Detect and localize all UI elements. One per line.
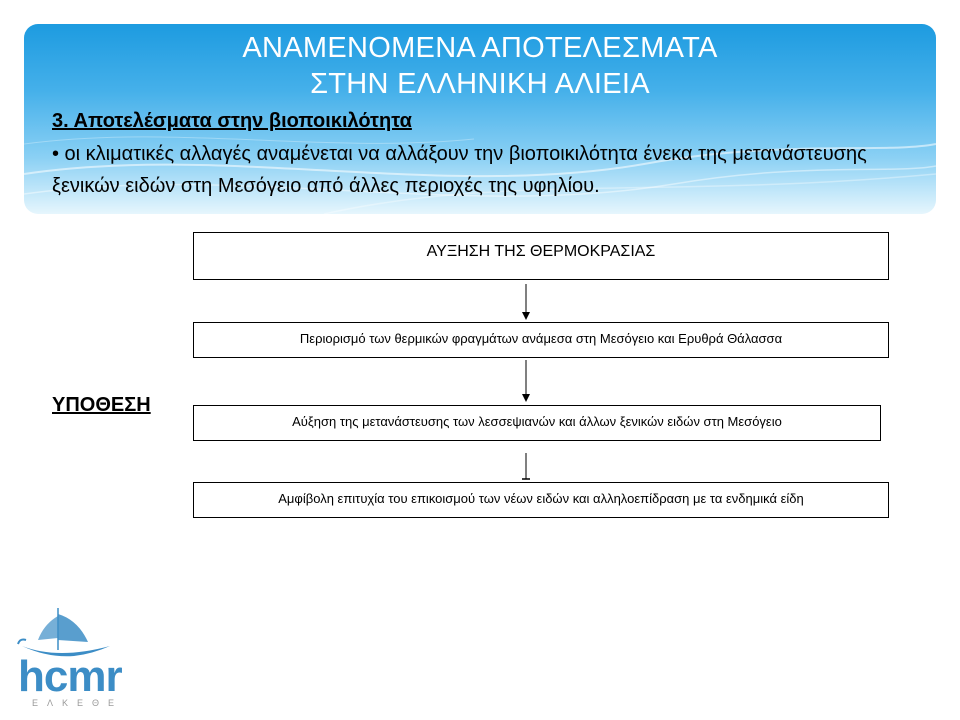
flow-box-temperature: ΑΥΞΗΣΗ ΤΗΣ ΘΕΡΜΟΚΡΑΣΙΑΣ [193, 232, 889, 280]
bullet-text: • οι κλιματικές αλλαγές αναμένεται να αλλάξουν την βιοποικιλότητα ένεκα της μετανάστευσης ξενικών ειδών στη Μεσόγειο από άλλες περιοχές της υφηλίου. [52, 143, 867, 197]
section-heading: 3. Αποτελέσματα στην βιοποικιλότητα [52, 110, 412, 132]
flow-box-migration: Αύξηση της μετανάστευσης των λεσσεψιανών και άλλων ξενικών ειδών στη Μεσόγειο [193, 405, 881, 441]
arrow-2 [522, 360, 530, 402]
hcmr-logo: hcmr [18, 652, 122, 701]
arrow-1 [522, 284, 530, 320]
logo-subtext: ΕΛΚΕΘΕ [32, 698, 124, 708]
flow-box-colonization: Αμφίβολη επιτυχία του επικοισμού των νέων ειδών και αλληλοεπίδραση με τα ενδημικά είδη [193, 482, 889, 518]
arrow-3 [522, 453, 530, 479]
flow-box-barriers: Περιορισμό των θερμικών φραγμάτων ανάμεσα στη Μεσόγειο και Ερυθρά Θάλασσα [193, 322, 889, 358]
title-line-2: ΣΤΗΝ ΕΛΛΗΝΙΚΗ ΑΛΙΕΙΑ [310, 68, 650, 100]
hypothesis-label: ΥΠΟΘΕΣΗ [52, 394, 151, 416]
title-line-1: ΑΝΑΜΕΝΟΜΕΝΑ ΑΠΟΤΕΛΕΣΜΑΤΑ [242, 32, 718, 64]
